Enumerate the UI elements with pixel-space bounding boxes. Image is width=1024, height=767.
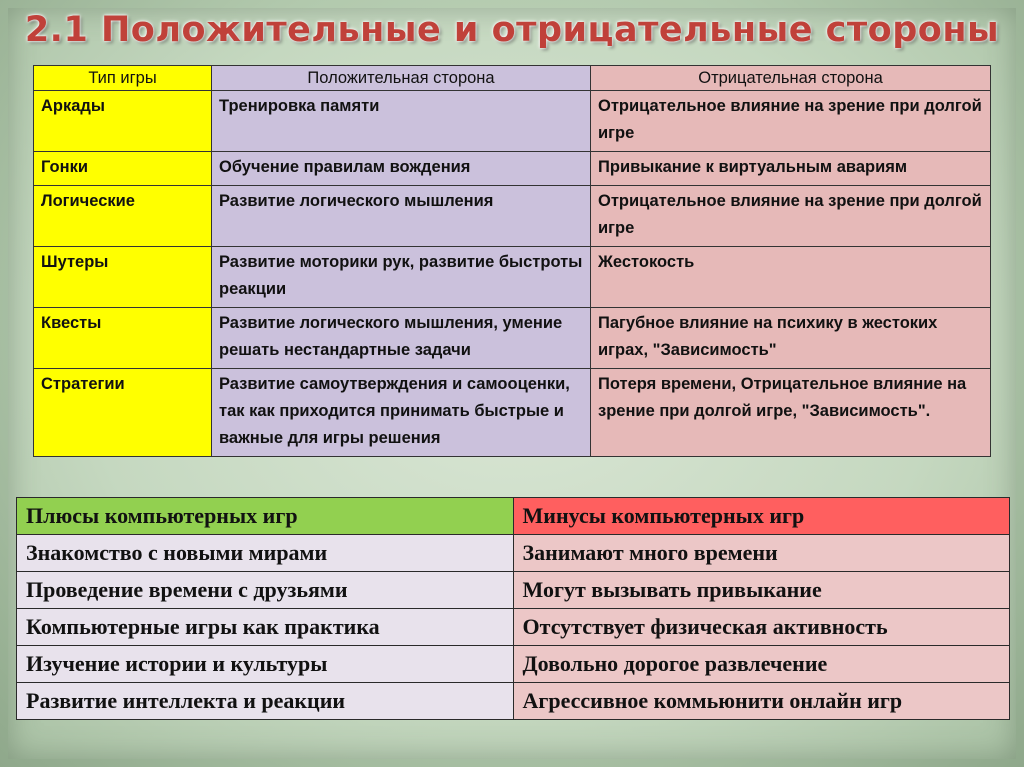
negative-cell: Пагубное влияние на психику в жестоких играх, "Зависимость" xyxy=(591,308,991,369)
table-header-row xyxy=(34,66,991,91)
con-cell: Агрессивное коммьюнити онлайн игр xyxy=(513,683,1010,720)
game-type-cell: Шутеры xyxy=(34,247,212,308)
negative-cell: Потеря времени, Отрицательное влияние на зрение при долгой игре, "Зависимость". xyxy=(591,369,991,457)
table-row xyxy=(17,683,1010,720)
table-row xyxy=(34,369,991,457)
table-row xyxy=(17,646,1010,683)
table-row xyxy=(17,609,1010,646)
pro-cell: Проведение времени с друзьями xyxy=(17,572,514,609)
positive-cell: Обучение правилам вождения xyxy=(212,152,591,186)
table-row xyxy=(17,535,1010,572)
negative-cell: Отрицательное влияние на зрение при долгой игре xyxy=(591,186,991,247)
pros-header: Плюсы компьютерных игр xyxy=(17,498,514,535)
table-row xyxy=(17,572,1010,609)
game-type-cell: Гонки xyxy=(34,152,212,186)
pro-cell: Компьютерные игры как практика xyxy=(17,609,514,646)
positive-cell: Развитие логического мышления xyxy=(212,186,591,247)
positive-cell: Развитие логического мышления, умение решать нестандартные задачи xyxy=(212,308,591,369)
table-row xyxy=(34,186,991,247)
pro-cell: Изучение истории и культуры xyxy=(17,646,514,683)
table-row xyxy=(34,91,991,152)
header-game-type: Тип игры xyxy=(34,66,212,91)
con-cell: Отсутствует физическая активность xyxy=(513,609,1010,646)
game-type-cell: Логические xyxy=(34,186,212,247)
slide-title: 2.1 Положительные и отрицательные стороны xyxy=(24,10,1000,50)
table-row xyxy=(34,152,991,186)
header-negative-side: Отрицательная сторона xyxy=(591,66,991,91)
negative-cell: Жестокость xyxy=(591,247,991,308)
positive-cell: Развитие самоутверждения и самооценки, так как приходится принимать быстрые и важные для игры решения xyxy=(212,369,591,457)
header-positive-side: Положительная сторона xyxy=(212,66,591,91)
game-type-cell: Стратегии xyxy=(34,369,212,457)
game-types-table xyxy=(33,65,991,457)
table-row xyxy=(34,247,991,308)
negative-cell: Отрицательное влияние на зрение при долгой игре xyxy=(591,91,991,152)
positive-cell: Развитие моторики рук, развитие быстроты реакции xyxy=(212,247,591,308)
pro-cell: Развитие интеллекта и реакции xyxy=(17,683,514,720)
pros-cons-header-row xyxy=(17,498,1010,535)
table-row xyxy=(34,308,991,369)
pro-cell: Знакомство с новыми мирами xyxy=(17,535,514,572)
pros-cons-table xyxy=(16,497,1010,720)
game-type-cell: Квесты xyxy=(34,308,212,369)
con-cell: Могут вызывать привыкание xyxy=(513,572,1010,609)
positive-cell: Тренировка памяти xyxy=(212,91,591,152)
negative-cell: Привыкание к виртуальным авариям xyxy=(591,152,991,186)
con-cell: Довольно дорогое развлечение xyxy=(513,646,1010,683)
cons-header: Минусы компьютерных игр xyxy=(513,498,1010,535)
game-type-cell: Аркады xyxy=(34,91,212,152)
con-cell: Занимают много времени xyxy=(513,535,1010,572)
